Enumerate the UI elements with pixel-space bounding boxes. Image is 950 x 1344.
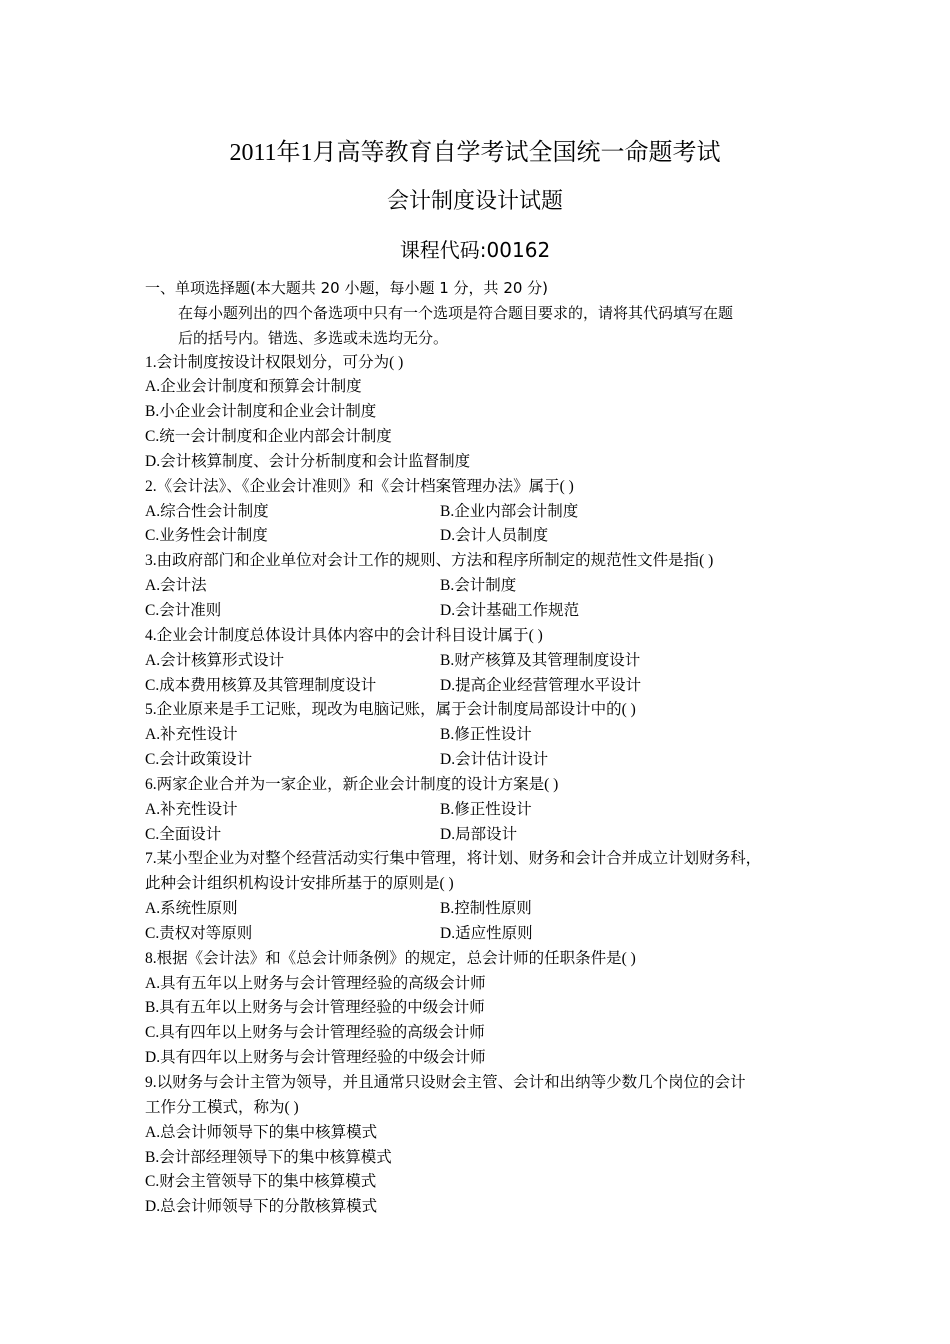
option: A.具有五年以上财务与会计管理经验的高级会计师 [145,974,486,992]
option: D.会计人员制度 [440,527,549,545]
option: D.具有四年以上财务与会计管理经验的中级会计师 [145,1049,486,1067]
option: C.具有四年以上财务与会计管理经验的高级会计师 [145,1024,485,1042]
option: B.会计部经理领导下的集中核算模式 [145,1148,392,1166]
question-stem: 5.企业原来是手工记账，现改为电脑记账，属于会计制度局部设计中的( ) [145,701,636,719]
option: C.成本费用核算及其管理制度设计 [145,676,377,694]
option: B.修正性设计 [440,800,532,818]
option-row [145,922,825,947]
option: B.小企业会计制度和企业会计制度 [145,403,377,421]
option-row [145,748,825,773]
option: B.控制性原则 [440,900,532,918]
option: A.会计核算形式设计 [145,651,285,669]
option-row [145,823,825,848]
option: D.会计核算制度、会计分析制度和会计监督制度 [145,452,471,470]
option: C.全面设计 [145,825,222,843]
option: D.会计估计设计 [440,751,549,769]
option: C.统一会计制度和企业内部会计制度 [145,428,392,446]
section-instruction: 后的括号内。错选、多选或未选均无分。 [178,328,449,347]
option: B.财产核算及其管理制度设计 [440,651,641,669]
option-row [145,500,825,525]
option: B.修正性设计 [440,726,532,744]
question-stem: 7.某小型企业为对整个经营活动实行集中管理，将计划、财务和会计合并成立计划财务科， [145,850,762,868]
option-row [145,723,825,748]
option-row [145,674,825,699]
option-row [145,574,825,599]
option: D.会计基础工作规范 [440,601,580,619]
option: C.财会主管领导下的集中核算模式 [145,1173,377,1191]
option: A.综合性会计制度 [145,502,269,520]
question-stem: 6.两家企业合并为一家企业，新企业会计制度的设计方案是( ) [145,775,559,793]
option-row [145,798,825,823]
option-row [145,649,825,674]
question-stem: 工作分工模式，称为( ) [145,1098,299,1116]
option: B.具有五年以上财务与会计管理经验的中级会计师 [145,999,485,1017]
section-instruction: 在每小题列出的四个备选项中只有一个选项是符合题目要求的，请将其代码填写在题 [178,303,734,322]
option: D.适应性原则 [440,924,533,942]
option: C.责权对等原则 [145,924,253,942]
option: C.业务性会计制度 [145,527,268,545]
question-stem: 1.会计制度按设计权限划分，可分为( ) [145,353,404,371]
option: D.总会计师领导下的分散核算模式 [145,1198,378,1216]
option: A.会计法 [145,577,207,595]
question-stem: 9.以财务与会计主管为领导，并且通常只设财会主管、会计和出纳等少数几个岗位的会计 [145,1074,746,1091]
option: B.企业内部会计制度 [440,502,579,520]
option: A.系统性原则 [145,900,238,918]
option: C.会计政策设计 [145,751,253,769]
option: A.补充性设计 [145,800,238,818]
question-stem: 3.由政府部门和企业单位对会计工作的规则、方法和程序所制定的规范性文件是指( ) [145,552,714,570]
question-stem: 此种会计组织机构设计安排所基于的原则是( ) [145,875,454,893]
option: A.补充性设计 [145,726,238,744]
option: B.会计制度 [440,577,517,595]
option: C.会计准则 [145,601,222,619]
section-heading: 一、单项选择题(本大题共 20 小题，每小题 1 分，共 20 分) [145,279,549,297]
question-body [145,276,825,1220]
option-row [145,524,825,549]
option: A.企业会计制度和预算会计制度 [145,378,362,396]
question-stem: 8.根据《会计法》和《总会计师条例》的规定，总会计师的任职条件是( ) [145,949,636,967]
subject-title: 会计制度设计试题 [386,189,563,214]
option: D.局部设计 [440,825,518,843]
option-row [145,897,825,922]
question-stem: 2.《会计法》、《企业会计准则》和《会计档案管理办法》属于( ) [145,477,574,495]
question-stem: 4.企业会计制度总体设计具体内容中的会计科目设计属于( ) [145,626,543,644]
exam-title: 2011年1月高等教育自学考试全国统一命题考试 [229,140,721,166]
option-row [145,599,825,624]
course-code: 课程代码:00162 [399,238,551,262]
option: D.提高企业经营管理水平设计 [440,676,642,694]
option: A.总会计师领导下的集中核算模式 [145,1123,378,1141]
